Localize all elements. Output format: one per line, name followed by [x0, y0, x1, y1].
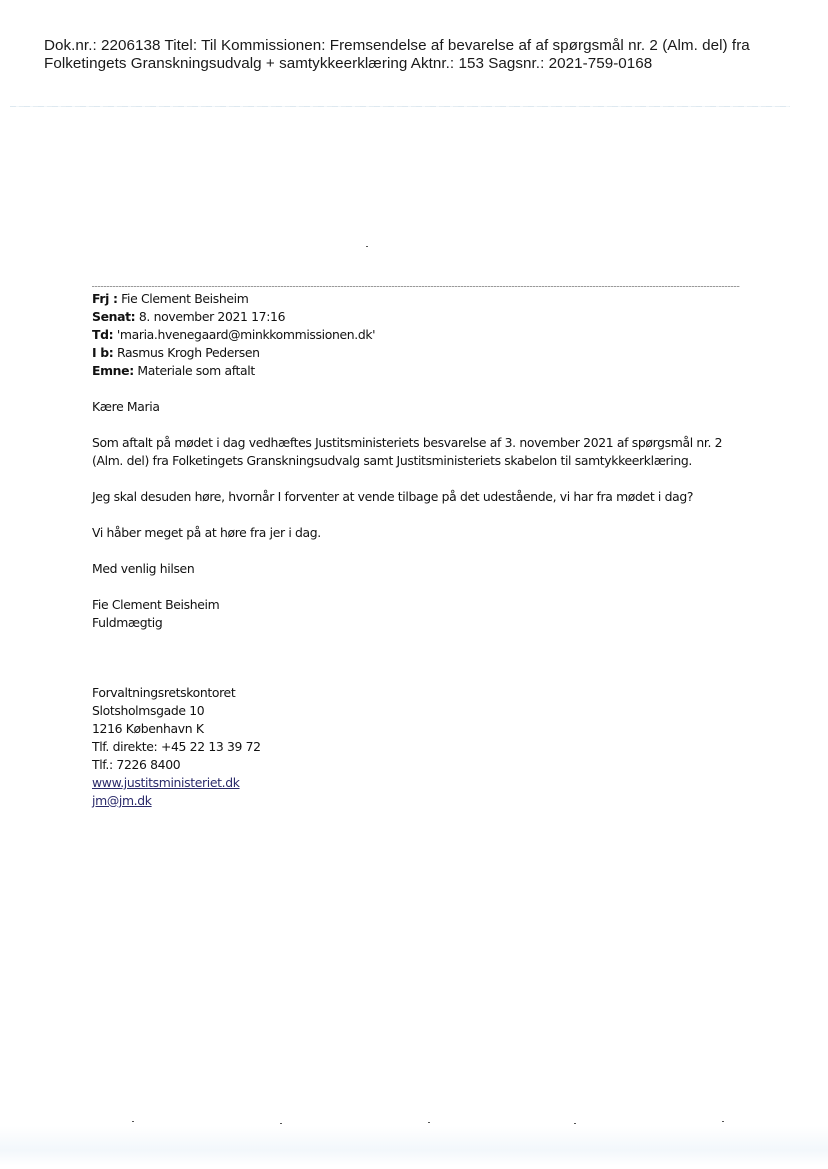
scan-speck	[366, 246, 368, 247]
cc-label: I b:	[92, 345, 114, 360]
email-sent-row	[92, 308, 772, 326]
to-label: Td:	[92, 327, 114, 342]
body-paragraph-1	[92, 434, 772, 470]
office-phone: Tlf.: 7226 8400	[92, 757, 181, 772]
email-message	[92, 290, 772, 810]
cc-value: Rasmus Krogh Pedersen	[116, 345, 260, 360]
document-header-line-2: Folketingets Granskningsudvalg + samtykkeerklæring Aktnr.: 153 Sagsnr.: 2021-759-0168	[44, 54, 653, 72]
document-header	[44, 37, 824, 72]
scan-speck	[428, 1122, 430, 1123]
greeting: Kære Maria	[92, 399, 160, 414]
email-header-block	[92, 290, 772, 380]
email-to-row	[92, 326, 772, 344]
sent-value: 8. november 2021 17:16	[138, 309, 286, 324]
from-label: Frj :	[92, 291, 118, 306]
to-value: 'maria.hvenegaard@minkkommissionen.dk'	[116, 327, 376, 342]
signature-name: Fie Clement Beisheim	[92, 597, 220, 612]
document-header-line-1: Dok.nr.: 2206138 Titel: Til Kommissionen: Fremsendelse af bevarelse af af spørgsmål nr. 2 (Alm. del) fra	[44, 37, 750, 54]
scan-speck	[722, 1121, 724, 1122]
scan-speck	[132, 1121, 134, 1122]
signature-title: Fuldmægtig	[92, 615, 163, 630]
signature-block	[92, 596, 772, 632]
email-subject-row	[92, 362, 772, 380]
email-separator	[92, 286, 740, 287]
office-name: Forvaltningsretskontoret	[92, 685, 236, 700]
office-website-row	[92, 774, 772, 792]
scan-artifact-band	[0, 1126, 828, 1166]
subject-label: Emne:	[92, 363, 134, 378]
email-cc-row	[92, 344, 772, 362]
body-paragraph-2: Jeg skal desuden høre, hvornår I forventer at vende tilbage på det udestående, vi har fra mødet i dag?	[92, 489, 694, 504]
email-from-row	[92, 290, 772, 308]
body-paragraph-1-line-1: Som aftalt på mødet i dag vedhæftes Justitsministeriets besvarelse af 3. november 2021 af spørgsmål nr. 2	[92, 435, 723, 450]
subject-value: Materiale som aftalt	[137, 363, 255, 378]
office-street: Slotsholmsgade 10	[92, 703, 205, 718]
website-link[interactable]: www.justitsministeriet.dk	[92, 775, 240, 790]
sent-label: Senat:	[92, 309, 136, 324]
office-email-row	[92, 792, 772, 810]
body-paragraph-1-line-2: (Alm. del) fra Folketingets Granskningsudvalg samt Justitsministeriets skabelon til samtykkeerklæring.	[92, 453, 692, 468]
office-city: 1216 København K	[92, 721, 204, 736]
email-link[interactable]: jm@jm.dk	[92, 793, 152, 808]
scan-speck	[280, 1123, 282, 1124]
office-block	[92, 684, 772, 810]
from-value: Fie Clement Beisheim	[121, 291, 249, 306]
body-paragraph-3: Vi håber meget på at høre fra jer i dag.	[92, 525, 321, 540]
scan-artifact-line	[10, 106, 790, 107]
office-phone-direct: Tlf. direkte: +45 22 13 39 72	[92, 739, 261, 754]
scan-speck	[574, 1123, 576, 1124]
closing: Med venlig hilsen	[92, 561, 195, 576]
